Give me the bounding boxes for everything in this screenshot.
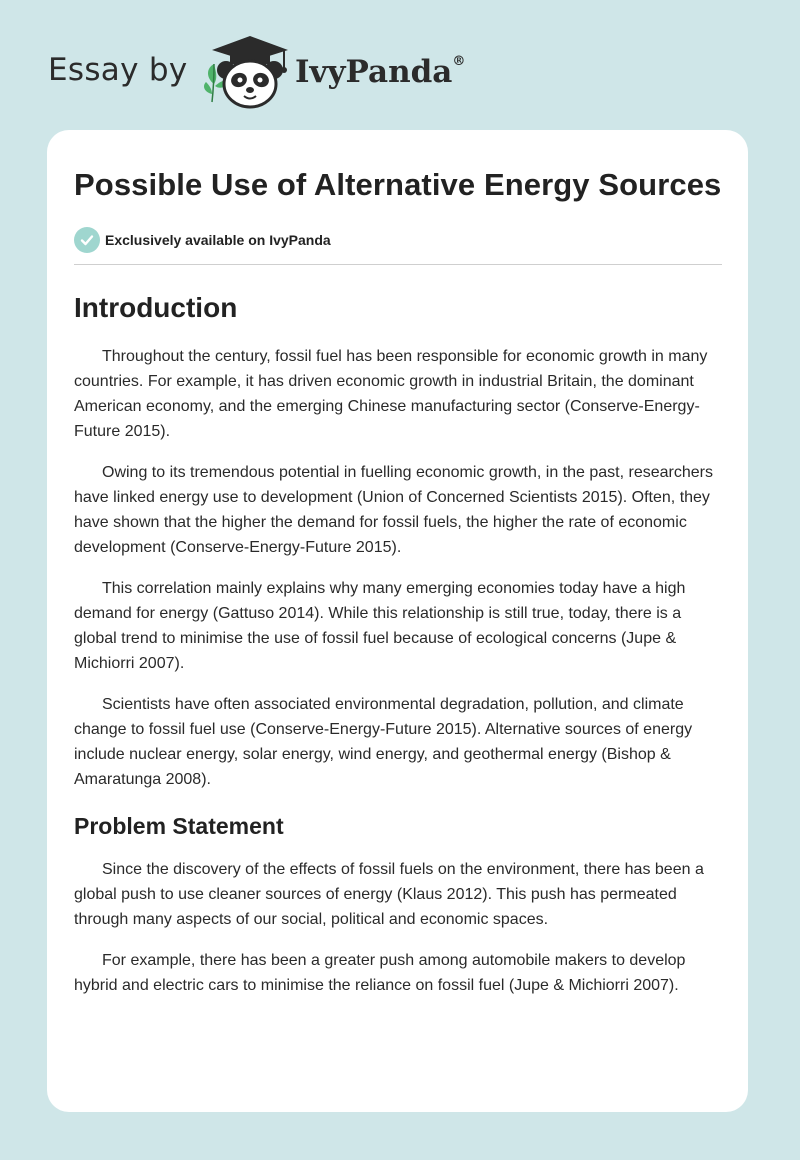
- registered-mark: ®: [452, 53, 466, 69]
- section-heading-problem-statement: Problem Statement: [74, 813, 284, 839]
- panda-graduate-icon[interactable]: [200, 34, 292, 110]
- essay-by-label: Essay by: [48, 52, 188, 88]
- exclusive-label: Exclusively available on IvyPanda: [105, 232, 331, 248]
- paragraph: Since the discovery of the effects of fossil fuels on the environment, there has been a global push to use cleaner sources of energy (Klaus 2012). This push has permeated through many aspects of our social, political and economic spaces.: [74, 861, 704, 928]
- site-header: [48, 34, 488, 110]
- exclusive-badge: [74, 227, 722, 253]
- paragraph: This correlation mainly explains why many emerging economies today have a high demand for energy (Gattuso 2014). While this relationship is still true, today, there is a global trend to minimise the use of fossil fuel because of ecological concerns (Jupe & Michiorri 2007).: [74, 580, 686, 672]
- check-icon: [74, 227, 100, 253]
- page-title: Possible Use of Alternative Energy Sources: [74, 167, 722, 202]
- paragraph: For example, there has been a greater push among automobile makers to develop hybrid and electric cars to minimise the reliance on fossil fuel (Jupe & Michiorri 2007).: [74, 952, 686, 994]
- brand-text: IvyPanda: [295, 54, 453, 90]
- brand-name[interactable]: [295, 54, 465, 90]
- section-heading-introduction: Introduction: [74, 292, 238, 323]
- paragraph: Owing to its tremendous potential in fuelling economic growth, in the past, researchers have linked energy use to development (Union of Concerned Scientists 2015). Often, they have shown that the higher the demand for fossil fuels, the higher the rate of economic development (Conserve-Energy-Future 2015).: [74, 464, 713, 556]
- paragraph: Scientists have often associated environmental degradation, pollution, and climate change to fossil fuel use (Conserve-Energy-Future 2015). Alternative sources of energy include nuclear energy, solar energy, wind energy, and geothermal energy (Bishop & Amaratunga 2008).: [74, 696, 693, 788]
- divider: [74, 264, 722, 265]
- section-introduction: [74, 344, 722, 792]
- paragraph: Throughout the century, fossil fuel has been responsible for economic growth in many countries. For example, it has driven economic growth in industrial Britain, the dominant American economy, and the emerging Chinese manufacturing sector (Conserve-Energy-Future 2015).: [74, 348, 708, 440]
- section-problem-statement: [74, 857, 722, 998]
- essay-card: [47, 130, 748, 1112]
